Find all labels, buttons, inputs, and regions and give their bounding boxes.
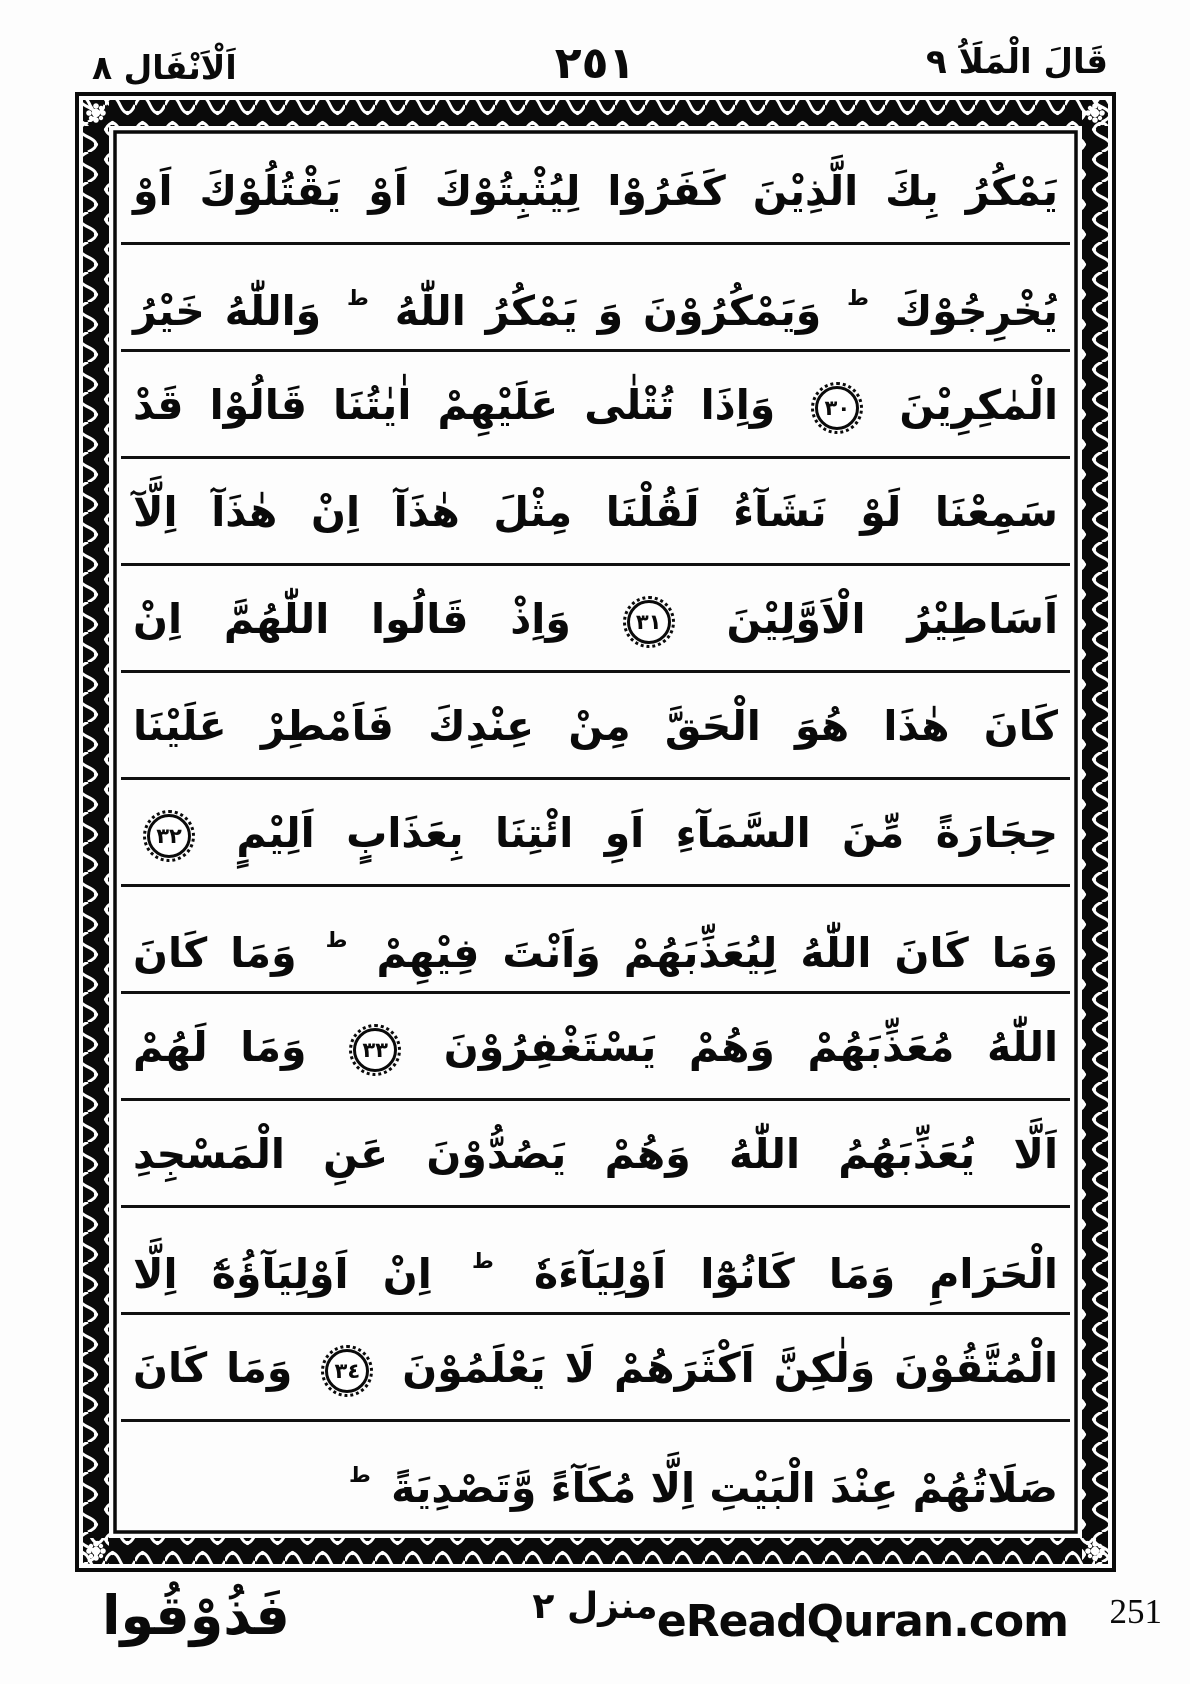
quran-line-6 — [121, 673, 1070, 780]
waqf-sign: ط — [847, 286, 869, 310]
ayah-text: كَانَ هٰذَا هُوَ الْحَقَّ مِنْ عِنْدِكَ فَاَمْطِرْ عَلَيْنَا — [133, 702, 1058, 750]
waqf-sign: ط — [349, 1463, 371, 1487]
waqf-sign: ط — [325, 928, 348, 952]
verse-end-rosette-icon — [815, 386, 859, 430]
manzil-label: منزل ٢ — [532, 1586, 658, 1627]
verse-number: ٣٣ — [362, 1038, 388, 1062]
ayah-text: وَاِذَا تُتْلٰى عَلَيْهِمْ اٰيٰتُنَا قَالُوْا قَدْ — [133, 381, 776, 429]
waqf-sign: ط — [347, 286, 369, 310]
juz-name-header: قَالَ الْمَلَاُ ٩ — [926, 42, 1108, 82]
ayah-text: سَمِعْنَا لَوْ نَشَآءُ لَقُلْنَا مِثْلَ هٰذَآ اِنْ هٰذَآ اِلَّآ — [133, 488, 1058, 536]
verse-end-rosette-icon — [353, 1028, 397, 1072]
quran-line-7 — [121, 780, 1070, 887]
ayah-text: اَلَّا يُعَذِّبَهُمُ اللّٰهُ وَهُمْ يَصُدُّوْنَ عَنِ الْمَسْجِدِ — [133, 1130, 1058, 1178]
ayah-text: يَمْكُرُ بِكَ الَّذِيْنَ كَفَرُوْا لِيُثْبِتُوْكَ اَوْ يَقْتُلُوْكَ اَوْ — [133, 167, 1058, 215]
verse-number: ٣٤ — [334, 1359, 361, 1383]
ayah-text: اِنْ اَوْلِيَآؤُهٗٓ اِلَّا — [133, 1250, 432, 1298]
ayah-text: صَلَاتُهُمْ عِنْدَ الْبَيْتِ اِلَّا مُكَآءً وَّتَصْدِيَةً — [391, 1464, 1058, 1512]
ayah-text: اللّٰهُ مُعَذِّبَهُمْ وَهُمْ يَسْتَغْفِرُوْنَ — [443, 1023, 1059, 1071]
verse-end-rosette-icon — [147, 814, 191, 858]
ayah-text: الْمُتَّقُوْنَ وَلٰكِنَّ اَكْثَرَهُمْ لَا يَعْلَمُوْنَ — [402, 1344, 1059, 1392]
quran-text-block — [121, 138, 1070, 1529]
verse-end-rosette-icon — [325, 1349, 369, 1393]
quran-line-1 — [121, 138, 1070, 245]
ayah-text: وَمَا كَانَ — [133, 1344, 293, 1392]
ayah-text: وَاِذْ قَالُوا اللّٰهُمَّ اِنْ — [133, 595, 571, 643]
verse-number: ٣١ — [635, 610, 662, 634]
ayah-text: وَاللّٰهُ خَيْرُ — [133, 287, 322, 335]
quran-line-3 — [121, 352, 1070, 459]
ayah-text: يُخْرِجُوْكَ — [894, 287, 1059, 335]
quran-line-12 — [121, 1315, 1070, 1422]
quran-line-2 — [121, 245, 1070, 352]
quran-line-8 — [121, 887, 1070, 994]
page-number-arabic: ٢٥١ — [554, 38, 636, 89]
quran-line-5 — [121, 566, 1070, 673]
page-footer — [0, 1580, 1190, 1680]
verse-number: ٣٠ — [824, 396, 851, 420]
quran-line-4 — [121, 459, 1070, 566]
ayah-text: اَسَاطِيْرُ الْاَوَّلِيْنَ — [726, 595, 1058, 643]
ayah-text: حِجَارَةً مِّنَ السَّمَآءِ اَوِ ائْتِنَا بِعَذَابٍ اَلِيْمٍ — [236, 809, 1058, 857]
quran-line-11 — [121, 1208, 1070, 1315]
verse-number: ٣٢ — [156, 824, 182, 848]
ayah-text: وَمَا كَانَ اللّٰهُ لِيُعَذِّبَهُمْ وَاَنْتَ فِيْهِمْ — [376, 929, 1059, 977]
verse-end-rosette-icon — [627, 600, 671, 644]
ayah-text: وَمَا كَانَ — [133, 929, 297, 977]
ayah-text: وَيَمْكُرُوْنَ وَ يَمْكُرُ اللّٰهُ — [394, 287, 822, 335]
ayah-text: وَمَا لَهُمْ — [133, 1023, 307, 1071]
surah-name-header: اَلْاَنْفَال ٨ — [92, 48, 237, 87]
page-header — [0, 38, 1190, 94]
quran-line-13 — [121, 1422, 1070, 1529]
page-number: 251 — [1109, 1592, 1162, 1631]
waqf-sign: ط — [471, 1249, 494, 1273]
quran-line-10 — [121, 1101, 1070, 1208]
catchword: فَذُوْقُوا — [102, 1584, 290, 1647]
ayah-text: الْمٰكِرِيْنَ — [899, 381, 1058, 429]
ayah-text: الْحَرَامِ وَمَا كَانُوْٓا اَوْلِيَآءَهٗ — [533, 1250, 1058, 1298]
quran-line-9 — [121, 994, 1070, 1101]
site-brand: eReadQuran.com — [656, 1596, 1068, 1647]
